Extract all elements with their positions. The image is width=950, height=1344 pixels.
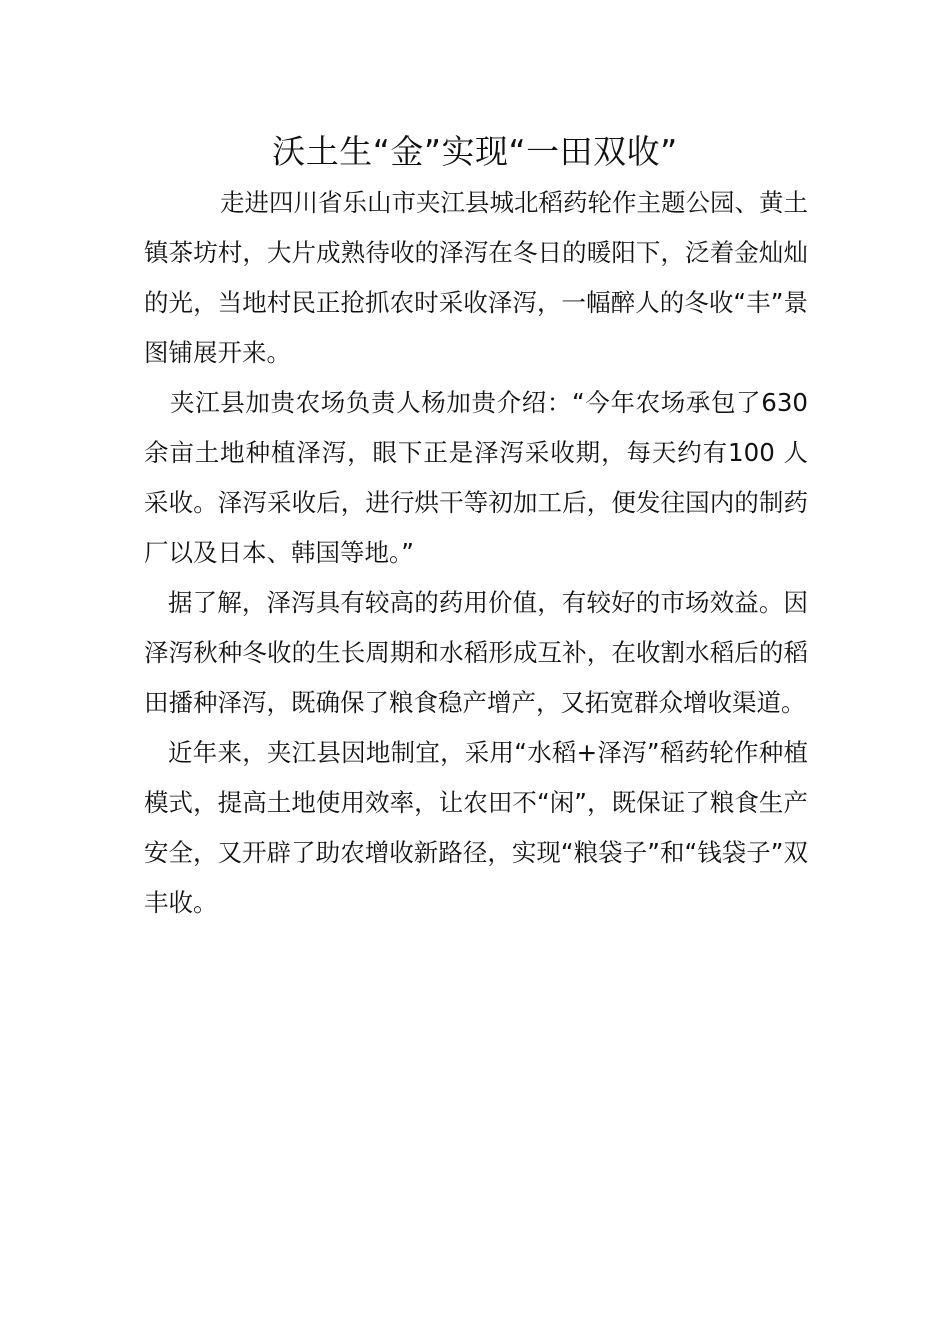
paragraph-3: 据了解，泽泻具有较高的药用价值，有较好的市场效益。因泽泻秋种冬收的生长周期和水稻形成互补，在收割水稻后的稻田播种泽泻，既确保了粮食稳产增产，又拓宽群众增收渠道。 xyxy=(144,588,808,717)
article-body xyxy=(144,178,808,928)
article-title: 沃土生“金”实现“一田双收” xyxy=(272,132,678,171)
paragraph-1: 走进四川省乐山市夹江县城北稻药轮作主题公园、黄土镇茶坊村，大片成熟待收的泽泻在冬日的暖阳下，泛着金灿灿的光，当地村民正抢抓农时采收泽泻，一幅醉人的冬收“丰”景图铺展开来。 xyxy=(144,188,808,367)
paragraph-4: 近年来，夹江县因地制宜，采用“水稻+泽泻”稻药轮作种植模式，提高土地使用效率，让农田不“闲”，既保证了粮食生产安全，又开辟了助农增收新路径，实现“粮袋子”和“钱袋子”双丰收。 xyxy=(144,738,808,917)
paragraph-2: 夹江县加贵农场负责人杨加贵介绍：“今年农场承包了630 余亩土地种植泽泻，眼下正是泽泻采收期，每天约有100 人采收。泽泻采收后，进行烘干等初加工后，便发往国内的制药厂以及日本、韩国等地。” xyxy=(144,388,808,567)
